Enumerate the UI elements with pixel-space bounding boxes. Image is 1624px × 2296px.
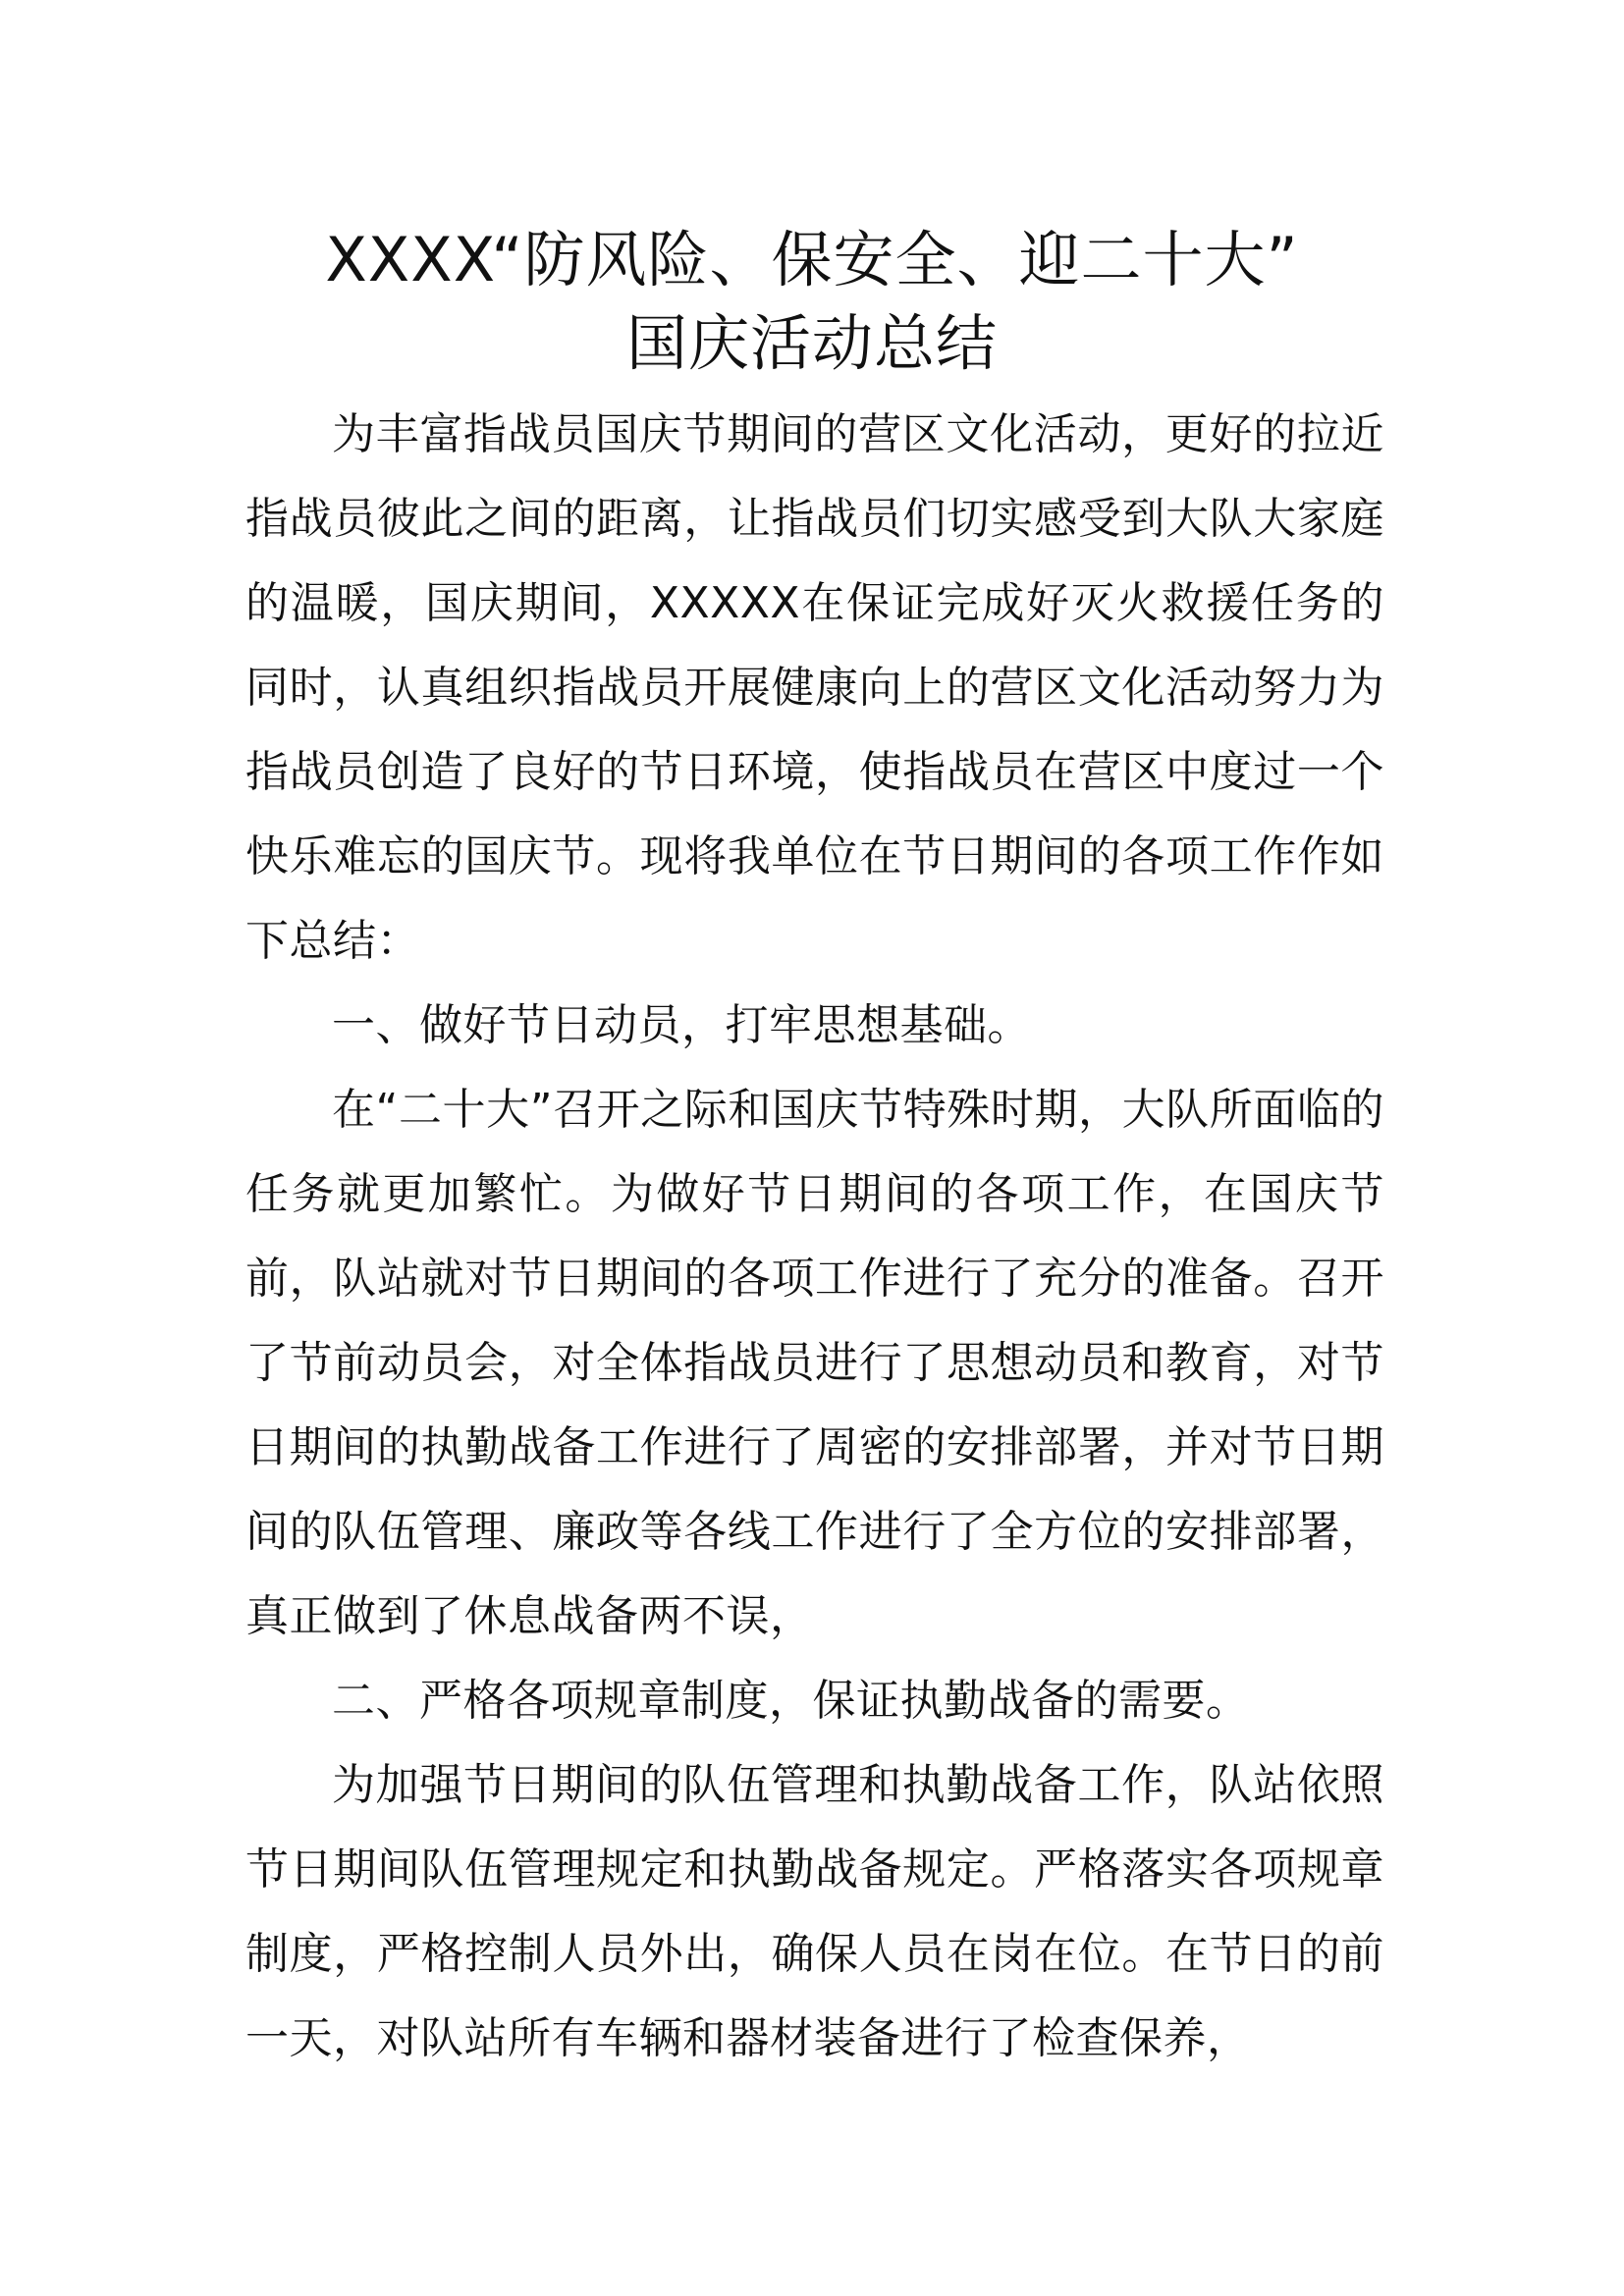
paragraph-intro: 为丰富指战员国庆节期间的营区文化活动，更好的拉近指战员彼此之间的距离，让指战员们切实感受到大队大家庭的温暖，国庆期间，XXXXX在保证完成好灭火救援任务的同时，认真组织指战员开展健康向上的营区文化活动努力为指战员创造了良好的节日环境，使指战员在营区中度过一个快乐难忘的国庆节。现将我单位在节日期间的各项工作作如下总结： <box>245 409 1384 966</box>
section-heading-1: 一、做好节日动员，打牢思想基础。 <box>332 1000 1031 1050</box>
document-body <box>245 393 1384 2081</box>
paragraph-section-1: 在“二十大”召开之际和国庆节特殊时期，大队所面临的任务就更加繁忙。为做好节日期间的各项工作，在国庆节前，队站就对节日期间的各项工作进行了充分的准备。召开了节前动员会，对全体指战员进行了思想动员和教育，对节日期间的执勤战备工作进行了周密的安排部署，并对节日期间的队伍管理、廉政等各线工作进行了全方位的安排部署，真正做到了休息战备两不误， <box>245 1085 1384 1641</box>
document-title-line-1: XXXX“防风险、保安全、迎二十大” <box>325 224 1299 295</box>
document-title-line-2: 国庆活动总结 <box>625 307 998 379</box>
paragraph-section-2: 为加强节日期间的队伍管理和执勤战备工作，队站依照节日期间队伍管理规定和执勤战备规定。严格落实各项规章制度，严格控制人员外出，确保人员在岗在位。在节日的前一天，对队站所有车辆和器材装备进行了检查保养， <box>245 1760 1384 2063</box>
section-heading-2: 二、严格各项规章制度，保证执勤战备的需要。 <box>332 1676 1250 1726</box>
